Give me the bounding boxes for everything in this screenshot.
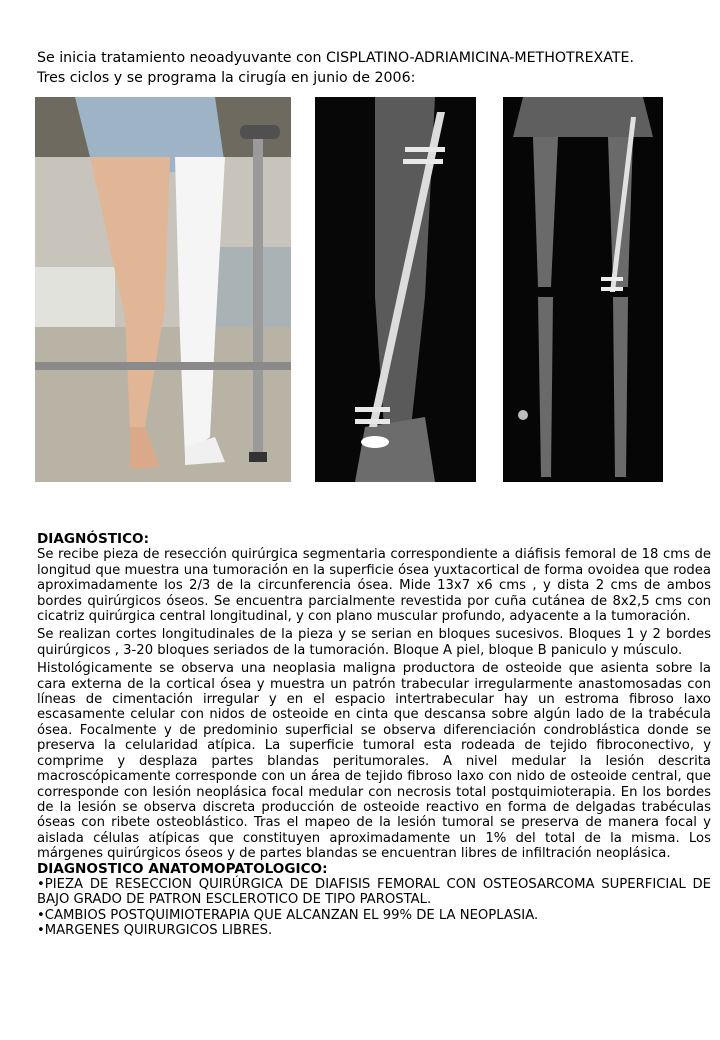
intro-line-1: Se inicia tratamiento neoadyuvante con CISPLATINO-ADRIAMICINA-METHOTREXATE. [37,50,634,66]
report-paragraph-3: Histológicamente se observa una neoplasia maligna productora de osteoide que asienta sobre la cara externa de la cortical ósea y muestra un patrón trabecular irregularmente anastomosadas con líneas de cimentación irregular y en el espacio intertrabecular hay un estroma fibroso laxo escasamente celular con nidos de osteoide en cinta que descansa sobre algún lado de la trabécula ósea. Focalmente y de predominio superficial se observa diferenciación condroblástica donde se preserva la celularidad atípica. La superficie tumoral esta rodeada de tejido fibroconectivo, y comprime y desplaza partes blandas peritumorales. A nivel medular la lesión descrita macroscópicamente corresponde con un área de tejido fibroso laxo con nido de osteoide central, que corresponde con lesión neoplásica focal medular con necrosis total postquimioterapia. En los bordes de la lesión se observa discreta producción de osteoide reactivo en forma de delgadas trabéculas óseas con ribete osteoblástico. Tras el mapeo de la lesión tumoral se preserva de manera focal y aislada células atípicas que constituyen aproximadamente un 1% del total de la misma. Los márgenes quirúrgicos óseos y de partes blandas se encuentran libres de infiltración neoplásica. [37,661,711,862]
patient-photo [35,97,291,482]
xray-lateral-image [315,97,476,482]
xray-ap-image [503,97,663,482]
pathology-heading: DIAGNOSTICO ANATOMOPATOLOGICO: [37,860,328,877]
report-paragraph-2: Se realizan cortes longitudinales de la pieza y se serian en bloques sucesivos. Bloques 1 y 2 bordes quirúrgicos , 3-20 bloques seriados de la tumoración. Bloque A piel, bloque B paniculo y músculo. [37,627,711,658]
pathology-bullet-2: •CAMBIOS POSTQUIMIOTERAPIA QUE ALCANZAN EL 99% DE LA NEOPLASIA. [37,907,539,923]
pathology-bullet-3: •MARGENES QUIRURGICOS LIBRES. [37,923,273,939]
report-paragraph-1: Se recibe pieza de resección quirúrgica segmentaria correspondiente a diáfisis femoral de 18 cms de longitud que muestra una tumoración en la superficie ósea yuxtacortical de forma ovoidea que rodea aproximadamente los 2/3 de la circunferencia ósea. Mide 13x7 x6 cms , y dista 2 cms de ambos bordes quirúrgicos óseos. Se encuentra parcialmente revestida por cuña cutánea de 8x2,5 cms con cicatriz quirúrgica central longitudinal, y con plano muscular profundo, adyacente a la tumoración. [37,547,711,625]
intro-text [37,48,697,88]
pathology-bullet-1: •PIEZA DE RESECCION QUIRÚRGICA DE DIAFISIS FEMORAL CON OSTEOSARCOMA SUPERFICIAL DE BAJO GRADO DE PATRON ESCLEROTICO DE TIPO PAROSTAL. [37,876,711,908]
intro-line-2: Tres ciclos y se programa la cirugía en junio de 2006: [37,70,416,86]
report-text [37,532,711,939]
diagnosis-heading: DIAGNÓSTICO: [37,531,150,547]
